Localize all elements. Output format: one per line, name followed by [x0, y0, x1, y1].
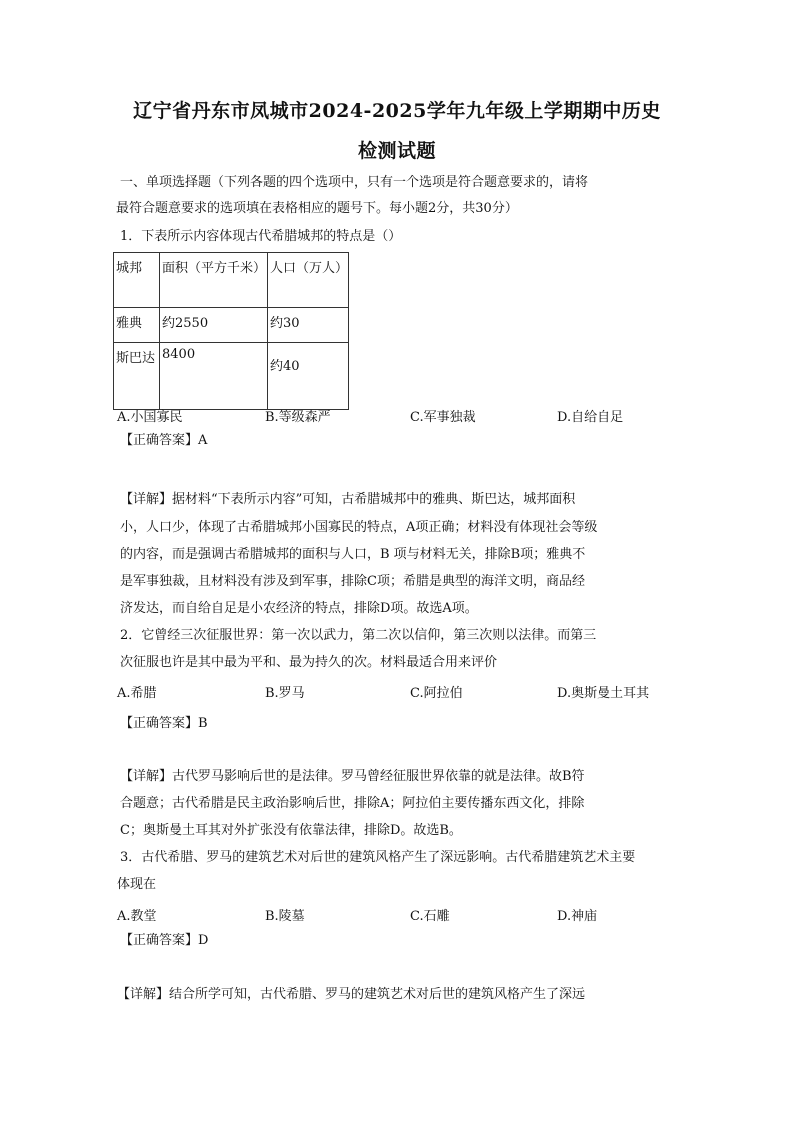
- q1-explanation-line5: 济发达，而自给自足是小农经济的特点，排除D项。故选A项。: [120, 601, 478, 616]
- q1-city-table: [113, 252, 349, 410]
- q1-option-d: D.自给自足: [557, 410, 624, 425]
- table-row: [114, 343, 349, 410]
- table-cell: 约30: [268, 308, 349, 343]
- q3-option-b: B.陵墓: [265, 909, 305, 924]
- document-title-line2: 检测试题: [357, 140, 436, 162]
- table-row: [114, 308, 349, 343]
- q2-stem-line2: 次征服也许是其中最为平和、最为持久的次。材料最适合用来评价: [120, 655, 498, 670]
- q3-answer: 【正确答案】D: [120, 933, 209, 948]
- q2-option-b: B.罗马: [265, 686, 305, 701]
- q3-stem-line1: 3．古代希腊、罗马的建筑艺术对后世的建筑风格产生了深远影响。古代希腊建筑艺术主要: [120, 850, 636, 865]
- section-instructions-line2: 最符合题意要求的选项填在表格相应的题号下。每小题2分，共30分）: [116, 201, 518, 216]
- q2-explanation-line3: C；奥斯曼土耳其对外扩张没有依靠法律，排除D。故选B。: [120, 823, 462, 838]
- table-header-cell: 面积（平方千米）: [160, 253, 268, 308]
- q2-explanation-line2: 合题意；古代希腊是民主政治影响后世，排除A；阿拉伯主要传播东西文化，排除: [120, 796, 585, 811]
- q2-option-d: D.奥斯曼土耳其: [557, 686, 650, 701]
- q1-explanation-line3: 的内容，而是强调古希腊城邦的面积与人口，B 项与材料无关，排除B项；雅典不: [120, 547, 586, 562]
- document-title-line1: 辽宁省丹东市凤城市2024-2025学年九年级上学期期中历史: [133, 100, 661, 122]
- table-header-cell: 人口（万人）: [268, 253, 349, 308]
- table-cell: 8400: [160, 343, 268, 410]
- q2-explanation-line1: 【详解】古代罗马影响后世的是法律。罗马曾经征服世界依靠的就是法律。故B符: [120, 769, 585, 784]
- q1-answer: 【正确答案】A: [120, 433, 208, 448]
- q1-stem: 1．下表所示内容体现古代希腊城邦的特点是（）: [120, 229, 402, 244]
- table-cell: 约2550: [160, 308, 268, 343]
- q3-stem-line2: 体现在: [117, 877, 157, 892]
- q1-explanation-line2: 小，人口少，体现了古希腊城邦小国寡民的特点，A项正确；材料没有体现社会等级: [120, 520, 598, 535]
- q3-option-a: A.教堂: [117, 909, 157, 924]
- q2-stem-line1: 2．它曾经三次征服世界：第一次以武力，第二次以信仰，第三次则以法律。而第三: [120, 628, 597, 643]
- q1-option-a: A.小国寡民: [117, 410, 183, 425]
- table-cell: 约40: [268, 343, 349, 410]
- section-instructions-line1: 一、单项选择题（下列各题的四个选项中，只有一个选项是符合题意要求的，请将: [120, 175, 589, 190]
- q3-option-c: C.石雕: [410, 909, 450, 924]
- q1-explanation-line4: 是军事独裁，且材料没有涉及到军事，排除C项；希腊是典型的海洋文明，商品经: [120, 574, 585, 589]
- q1-explanation-line1: 【详解】据材料“下表所示内容”可知，古希腊城邦中的雅典、斯巴达，城邦面积: [120, 492, 576, 507]
- q3-explanation-line1: 【详解】结合所学可知，古代希腊、罗马的建筑艺术对后世的建筑风格产生了深远: [117, 987, 586, 1002]
- q2-option-c: C.阿拉伯: [410, 686, 463, 701]
- table-header-row: [114, 253, 349, 308]
- table-header-cell: 城邦: [114, 253, 160, 308]
- table-cell: 斯巴达: [114, 343, 160, 410]
- q1-option-c: C.军事独裁: [410, 410, 476, 425]
- q2-answer: 【正确答案】B: [120, 716, 208, 731]
- table-cell: 雅典: [114, 308, 160, 343]
- q2-option-a: A.希腊: [117, 686, 157, 701]
- q3-option-d: D.神庙: [557, 909, 598, 924]
- q1-option-b: B.等级森严: [265, 410, 331, 425]
